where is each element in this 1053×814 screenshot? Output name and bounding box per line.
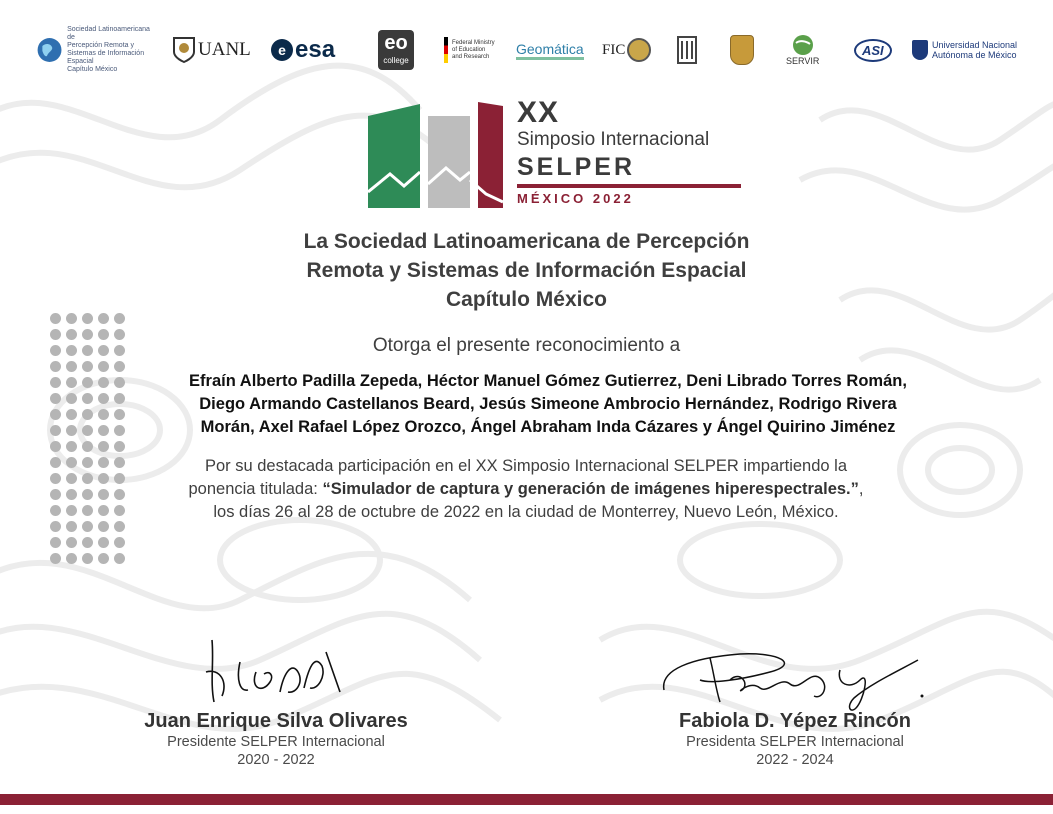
decorative-dot: [82, 473, 93, 484]
decorative-dot: [50, 329, 61, 340]
decorative-dot: [114, 553, 125, 564]
selper-emblem-icon: [368, 102, 508, 208]
signature-juan-enrique-silva: [200, 632, 350, 712]
ministry-line: Federal Ministry: [452, 39, 495, 46]
decorative-dot: [114, 473, 125, 484]
decorative-dot: [82, 553, 93, 564]
decorative-dot: [66, 345, 77, 356]
recipients-line: Diego Armando Castellanos Beard, Jesús Simeone Ambrocio Hernández, Rodrigo Rivera: [199, 395, 897, 413]
organization-line: Capítulo México: [445, 288, 608, 311]
decorative-dot: [114, 521, 125, 532]
unam-line: Autónoma de México: [932, 50, 1017, 60]
decorative-dot: [114, 313, 125, 324]
selper-label: SELPER: [517, 153, 636, 181]
organization-heading: [200, 227, 853, 314]
selper-mexico-logo: [36, 26, 151, 74]
fic-label: FIC: [602, 41, 626, 58]
recognition-description: [130, 455, 922, 524]
emblem-rule: [517, 184, 741, 188]
decorative-dot: [98, 361, 109, 372]
decorative-dot: [50, 377, 61, 388]
decorative-dot: [66, 441, 77, 452]
signature-fabiola-yepez: [650, 640, 940, 720]
signatory-name: Fabiola D. Yépez Rincón: [679, 710, 911, 732]
eo-college-logo: [378, 26, 414, 74]
decorative-dot: [98, 441, 109, 452]
decorative-dot: [66, 457, 77, 468]
decorative-dot: [82, 361, 93, 372]
esa-mark-icon: e: [271, 39, 293, 61]
esa-label: esa: [295, 36, 336, 63]
signatory-1: [106, 710, 446, 769]
ministry-line: and Research: [452, 53, 490, 60]
unam-logo: [912, 26, 1017, 74]
german-flag-icon: [444, 37, 448, 63]
decorative-dot: [82, 393, 93, 404]
geomatica-logo: [516, 26, 584, 74]
decorative-dot: [98, 377, 109, 388]
decorative-dot: [50, 489, 61, 500]
decorative-dot: [114, 409, 125, 420]
decorative-dot: [50, 409, 61, 420]
ministry-line: of Education: [452, 46, 486, 53]
decorative-dot: [50, 521, 61, 532]
decorative-dot: [66, 489, 77, 500]
decorative-dot: [98, 473, 109, 484]
decorative-dot: [98, 409, 109, 420]
description-line: los días 26 al 28 de octubre de 2022 en la ciudad de Monterrey, Nuevo León, México.: [213, 503, 839, 521]
selper-logo-line: Sociedad Latinoamericana de: [67, 26, 150, 41]
crest-icon: [676, 35, 698, 65]
decorative-dot: [82, 441, 93, 452]
decorative-dot: [50, 537, 61, 548]
grants-text: Otorga el presente reconocimiento a: [372, 335, 681, 356]
unam-shield-icon: [912, 40, 928, 60]
signatory-2: [620, 710, 970, 769]
decorative-dot: [98, 537, 109, 548]
symposium-label: Simposio Internacional: [517, 129, 710, 150]
signatory-period: 2022 - 2024: [756, 752, 834, 768]
decorative-dot: [114, 425, 125, 436]
decorative-dot: [82, 377, 93, 388]
selper-logo-line: Sistemas de Información Espacial: [67, 50, 145, 65]
decorative-dot: [50, 345, 61, 356]
decorative-dot: [66, 505, 77, 516]
decorative-dot: [50, 553, 61, 564]
selper-logo-line: Percepción Remota y: [67, 42, 134, 49]
asi-logo: [854, 26, 892, 74]
decorative-dot: [82, 313, 93, 324]
decorative-dot: [82, 329, 93, 340]
eo-label: eo: [384, 32, 408, 54]
decorative-dot: [82, 409, 93, 420]
uanl-label: UANL: [198, 39, 251, 60]
signatory-role: Presidente SELPER Internacional: [167, 734, 385, 750]
decorative-dot: [114, 329, 125, 340]
geomatica-label: Geomática: [516, 41, 584, 60]
decorative-dot: [82, 345, 93, 356]
dot-grid-decoration: [50, 313, 135, 568]
recipients-line: Morán, Axel Rafael López Orozco, Ángel Abraham Inda Cázares y Ángel Quirino Jiménez: [200, 418, 896, 436]
decorative-dot: [50, 361, 61, 372]
decorative-dot: [66, 425, 77, 436]
servir-logo: [786, 26, 819, 74]
decorative-dot: [66, 521, 77, 532]
crest-logo: [676, 26, 698, 74]
signatory-period: 2020 - 2022: [237, 752, 315, 768]
decorative-dot: [50, 313, 61, 324]
university-seal-logo: [730, 26, 754, 74]
decorative-dot: [114, 377, 125, 388]
uanl-logo: [172, 26, 251, 74]
decorative-dot: [114, 393, 125, 404]
esa-logo: [271, 26, 335, 74]
decorative-dot: [98, 457, 109, 468]
decorative-dot: [98, 393, 109, 404]
unam-line: Universidad Nacional: [932, 40, 1018, 50]
decorative-dot: [66, 377, 77, 388]
talk-title: “Simulador de captura y generación de imágenes hiperespectrales.”: [322, 480, 859, 498]
uanl-shield-icon: [172, 36, 196, 64]
servir-globe-icon: [792, 34, 814, 56]
organization-line: La Sociedad Latinoamericana de Percepción: [303, 230, 750, 253]
decorative-dot: [114, 537, 125, 548]
decorative-dot: [66, 393, 77, 404]
decorative-dot: [114, 361, 125, 372]
decorative-dot: [82, 425, 93, 436]
description-line: [130, 478, 922, 501]
decorative-dot: [98, 521, 109, 532]
place-year-label: MÉXICO 2022: [517, 191, 634, 206]
decorative-dot: [50, 425, 61, 436]
decorative-dot: [98, 489, 109, 500]
servir-label: SERVIR: [786, 56, 820, 66]
description-prefix: ponencia titulada:: [188, 480, 323, 498]
edition-label: XX: [517, 96, 560, 129]
decorative-dot: [114, 505, 125, 516]
decorative-dot: [98, 425, 109, 436]
bottom-accent-bar: [0, 794, 1053, 805]
decorative-dot: [98, 313, 109, 324]
decorative-dot: [82, 457, 93, 468]
decorative-dot: [98, 553, 109, 564]
decorative-dot: [98, 505, 109, 516]
decorative-dot: [66, 361, 77, 372]
fic-logo: [602, 26, 651, 74]
organization-line: Remota y Sistemas de Información Espacial: [306, 259, 747, 282]
signatory-role: Presidenta SELPER Internacional: [686, 734, 904, 750]
decorative-dot: [50, 473, 61, 484]
decorative-dot: [50, 505, 61, 516]
signatory-name: Juan Enrique Silva Olivares: [144, 710, 408, 732]
decorative-dot: [82, 489, 93, 500]
seal-icon: [730, 35, 754, 65]
decorative-dot: [66, 537, 77, 548]
decorative-dot: [50, 393, 61, 404]
decorative-dot: [66, 473, 77, 484]
decorative-dot: [98, 345, 109, 356]
decorative-dot: [50, 441, 61, 452]
decorative-dot: [114, 345, 125, 356]
decorative-dot: [66, 409, 77, 420]
decorative-dot: [50, 457, 61, 468]
asi-label: ASI: [854, 39, 892, 62]
description-line: Por su destacada participación en el XX Simposio Internacional SELPER impartiendo la: [204, 457, 848, 475]
recipients: [128, 370, 968, 439]
college-label: college: [383, 56, 409, 65]
decorative-dot: [98, 329, 109, 340]
selper-logo-line: Capítulo México: [67, 66, 118, 73]
decorative-dot: [66, 329, 77, 340]
globe-icon: [36, 33, 63, 67]
decorative-dot: [82, 521, 93, 532]
decorative-dot: [66, 313, 77, 324]
decorative-dot: [114, 441, 125, 452]
recipients-line: Efraín Alberto Padilla Zepeda, Héctor Manuel Gómez Gutierrez, Deni Librado Torres Román,: [189, 372, 907, 390]
decorative-dot: [114, 489, 125, 500]
decorative-dot: [82, 537, 93, 548]
decorative-dot: [66, 553, 77, 564]
description-suffix: ,: [858, 480, 864, 498]
federal-ministry-logo: [444, 26, 495, 74]
fic-seal-icon: [627, 38, 651, 62]
sponsor-logos: [36, 26, 1021, 74]
decorative-dot: [114, 457, 125, 468]
decorative-dot: [82, 505, 93, 516]
